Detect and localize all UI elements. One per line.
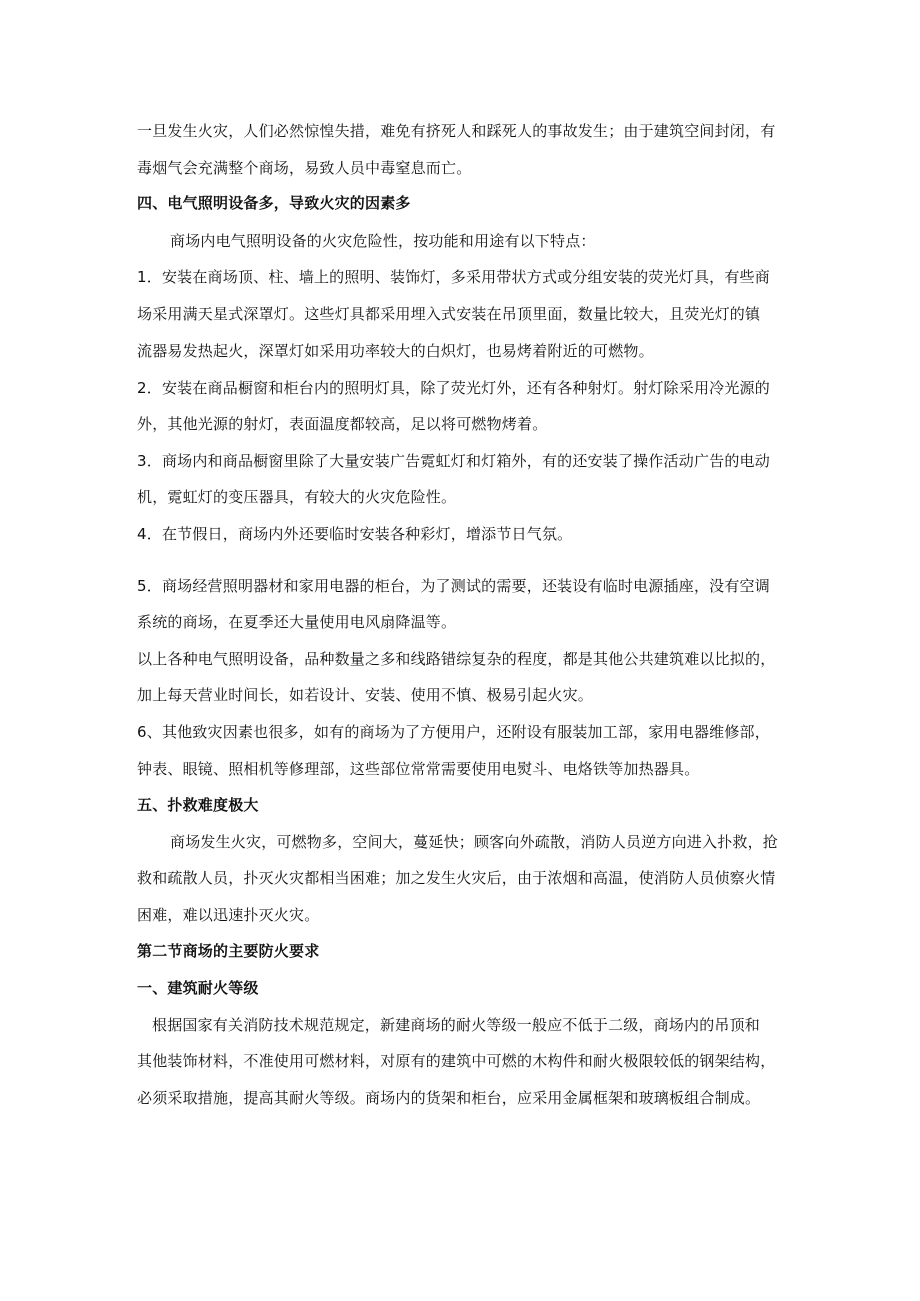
section-heading: 一、建筑耐火等级 [137, 979, 259, 997]
paragraph-line: 以上各种电气照明设备，品种数量之多和线路错综复杂的程度，都是其他公共建筑难以比拟的， [137, 650, 776, 668]
paragraph-line: 困难，难以迅速扑灭火灾。 [137, 906, 320, 924]
paragraph-line: 6、其他致灾因素也很多，如有的商场为了方便用户，还附设有服装加工部，家用电器维修部， [137, 723, 770, 741]
list-item-line: 3．商场内和商品橱窗里除了大量安装广告霓虹灯和灯箱外，有的还安装了操作活动广告的电动 [137, 452, 770, 470]
list-item-line: 1．安装在商场顶、柱、墙上的照明、装饰灯，多采用带状方式或分组安装的荧光灯具，有些商 [137, 268, 770, 286]
list-item-line: 5．商场经营照明器材和家用电器的柜台，为了测试的需要，还装设有临时电源插座，没有空调 [137, 577, 770, 595]
list-item-line: 2．安装在商品橱窗和柜台内的照明灯具，除了荧光灯外，还有各种射灯。射灯除采用冷光源的 [137, 379, 770, 397]
paragraph-line: 加上每天营业时间长，如若设计、安装、使用不慎、极易引起火灾。 [137, 686, 594, 704]
paragraph-line: 钟表、眼镜、照相机等修理部，这些部位常常需要使用电熨斗、电烙铁等加热器具。 [137, 760, 700, 778]
list-item-line: 4．在节假日，商场内外还要临时安装各种彩灯，增添节日气氛。 [137, 525, 573, 543]
paragraph-line: 根据国家有关消防技术规范规定，新建商场的耐火等级一般应不低于二级，商场内的吊顶和 [152, 1016, 761, 1034]
paragraph-line: 其他装饰材料，不准使用可燃材料，对原有的建筑中可燃的木构件和耐火极限较低的钢架结构， [137, 1052, 776, 1070]
paragraph-line: 商场发生火灾，可燃物多，空间大，蔓延快；顾客向外疏散，消防人员逆方向进入扑救，抢 [170, 833, 779, 851]
paragraph-line: 商场内电气照明设备的火灾危险性，按功能和用途有以下特点： [170, 232, 596, 250]
list-item-line: 外，其他光源的射灯，表面温度都较高，足以将可燃物烤着。 [137, 415, 548, 433]
paragraph-line: 毒烟气会充满整个商场，易致人员中毒窒息而亡。 [137, 159, 472, 177]
chapter-heading: 第二节商场的主要防火要求 [137, 942, 320, 960]
paragraph-line: 必须采取措施，提高其耐火等级。商场内的货架和柜台，应采用金属框架和玻璃板组合制成。 [137, 1089, 761, 1107]
paragraph-line: 救和疏散人员，扑灭火灾都相当困难；加之发生火灾后，由于浓烟和高温，使消防人员侦察火情 [137, 869, 776, 887]
section-heading: 五、扑救难度极大 [137, 796, 259, 814]
section-heading: 四、电气照明设备多，导致火灾的因素多 [137, 194, 411, 212]
list-item-line: 场采用满天星式深罩灯。这些灯具都采用埋入式安装在吊顶里面，数量比较大，且荧光灯的镇 [137, 305, 761, 323]
list-item-line: 系统的商场，在夏季还大量使用电风扇降温等。 [137, 613, 457, 631]
paragraph-line: 一旦发生火灾，人们必然惊惶失措，难免有挤死人和踩死人的事故发生；由于建筑空间封闭，有 [137, 122, 776, 140]
list-item-line: 流器易发热起火，深罩灯如采用功率较大的白炽灯，也易烤着附近的可燃物。 [137, 342, 654, 360]
list-item-line: 机，霓虹灯的变压器具，有较大的火灾危险性。 [137, 488, 457, 506]
